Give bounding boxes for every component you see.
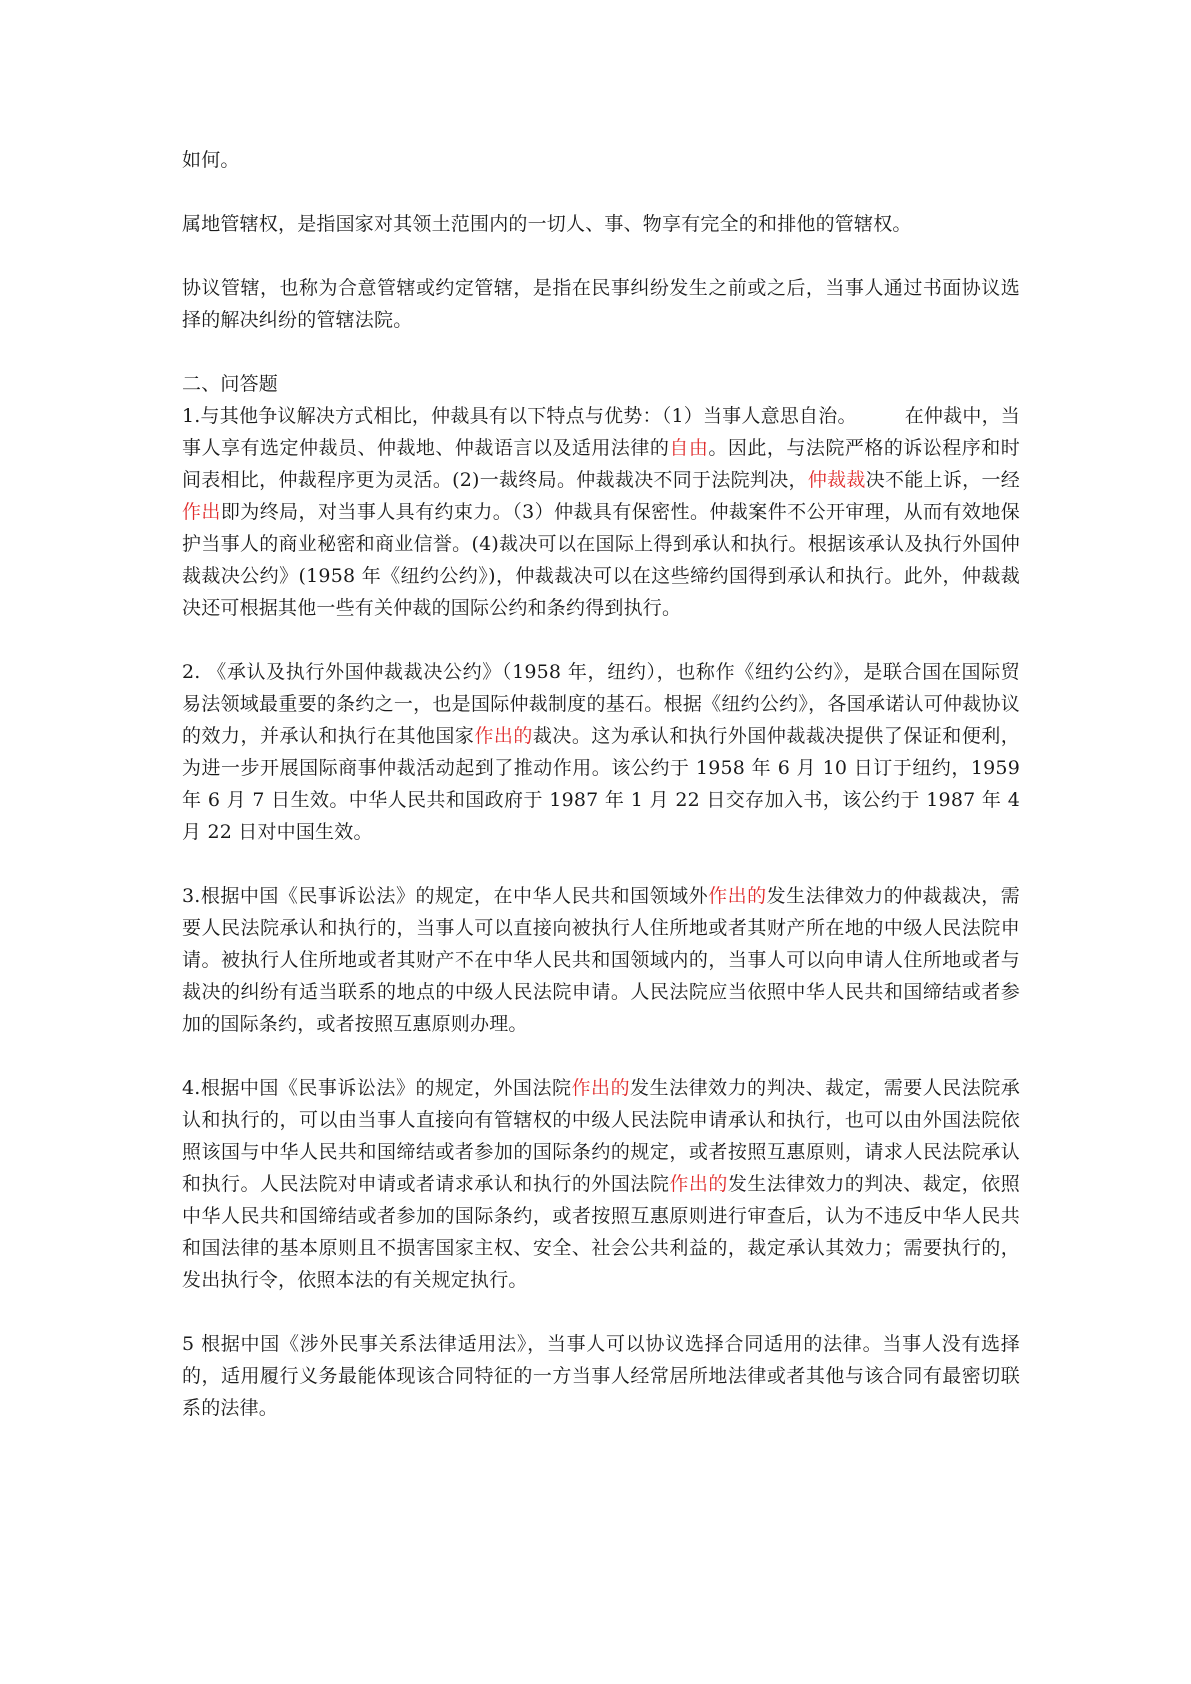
answer-5 [182,1328,1020,1424]
answer-4-text-c: 发生法律效力的判决、裁定，需要人民法院承认和执行的，可以由当事人直接向有管辖权的中级人民法院申请承认和执行，也可以由外国法院依照该国与中华人民共和国缔结或者参加的国际条约的规定，或者按照互惠原则，请求人民法院承认和执行。人民法院对申请或者请求承认和执行的外国法院 [182,1077,1020,1195]
answer-1-text-f: 决不能上诉，一经 [865,469,1020,491]
answer-3-text-a: 3.根据中国《民事诉讼法》的规定，在中华人民共和国领域外 [182,885,709,907]
document-body [182,144,1020,1456]
paragraph-agreed-jurisdiction [182,272,1020,336]
text-territorial-jurisdiction: 属地管辖权，是指国家对其领土范围内的一切人、事、物享有完全的和排他的管辖权。 [182,213,912,235]
answer-1-highlight-1: 自由 [669,437,709,459]
answer-2 [182,656,1020,848]
text-agreed-jurisdiction: 协议管辖，也称为合意管辖或约定管辖，是指在民事纠纷发生之前或之后，当事人通过书面协议选择的解决纠纷的管辖法院。 [182,277,1020,331]
answer-3-text-c: 发生法律效力的仲裁裁决，需要人民法院承认和执行的，当事人可以直接向被执行人住所地或者其财产所在地的中级人民法院申请。被执行人住所地或者其财产不在中华人民共和国领域内的，当事人可以向申请人住所地或者与裁决的纠纷有适当联系的地点的中级人民法院申请。人民法院应当依照中华人民共和国缔结或者参加的国际条约，或者按照互惠原则办理。 [182,885,1021,1035]
answer-4 [182,1072,1020,1296]
section-heading: 二、问答题 [182,373,279,395]
answer-1-text-h: 即为终局，对当事人具有约束力。（3）仲裁具有保密性。仲裁案件不公开审理，从而有效地保护当事人的商业秘密和商业信誉。(4)裁决可以在国际上得到承认和执行。根据该承认及执行外国仲裁裁决公约》(1958 年《纽约公约》)，仲裁裁决可以在这些缔约国得到承认和执行。此外，仲裁裁决还可根据其他一些有关仲裁的国际公约和条约得到执行。 [182,501,1020,619]
answer-1-highlight-2: 仲裁裁 [807,469,866,491]
answer-1-text-a: 1.与其他争议解决方式相比，仲裁具有以下特点与优势：（1）当事人意思自治。 [182,405,857,427]
text-continuation: 如何。 [182,149,240,171]
answer-4-text-e: 发生法律效力的判决、裁定，依照中华人民共和国缔结或者参加的国际条约，或者按照互惠原则进行审查后，认为不违反中华人民共和国法律的基本原则且不损害国家主权、安全、社会公共利益的，裁定承认其效力；需要执行的，发出执行令，依照本法的有关规定执行。 [182,1173,1020,1291]
answer-3-highlight: 作出的 [708,885,767,907]
answer-4-highlight-2: 作出的 [669,1173,728,1195]
answer-1-text-b: 在仲裁中，当事人享有选定仲裁员、仲裁地、仲裁语言以及适用法律的 [182,405,1020,459]
answer-4-text-a: 4.根据中国《民事诉讼法》的规定，外国法院 [182,1077,572,1099]
answer-4-highlight-1: 作出的 [571,1077,631,1099]
answer-2-text-a: 2. 《承认及执行外国仲裁裁决公约》（1958 年，纽约），也称作《纽约公约》，是联合国在国际贸易法领域最重要的条约之一，也是国际仲裁制度的基石。根据《纽约公约》，各国承诺认可仲裁协议的效力，并承认和执行在其他国家 [182,661,1020,747]
paragraph-continuation [182,144,1020,176]
paragraph-territorial-jurisdiction [182,208,1020,240]
answer-1 [182,400,1020,624]
answer-2-highlight: 作出的 [474,725,533,747]
answer-3 [182,880,1020,1040]
answer-5-text: 5 根据中国《涉外民事关系法律适用法》，当事人可以协议选择合同适用的法律。当事人没有选择的，适用履行义务最能体现该合同特征的一方当事人经常居所地法律或者其他与该合同有最密切联系的法律。 [182,1333,1020,1419]
answer-2-text-c: 裁决。这为承认和执行外国仲裁裁决提供了保证和便利，为进一步开展国际商事仲裁活动起到了推动作用。该公约于 1958 年 6 月 10 日订于纽约，1959 年 6 月 7 日生效。中华人民共和国政府于 1987 年 1 月 22 日交存加入书，该公约于 1987 年 4 月 22 日对中国生效。 [182,725,1020,843]
answer-1-text-d: 。因此，与法院严格的诉讼程序和时间表相比，仲裁程序更为灵活。(2)一裁终局。仲裁裁决不同于法院判决， [182,437,1020,491]
answer-1-highlight-3: 作出 [182,501,221,523]
section-qa [182,368,1020,1424]
